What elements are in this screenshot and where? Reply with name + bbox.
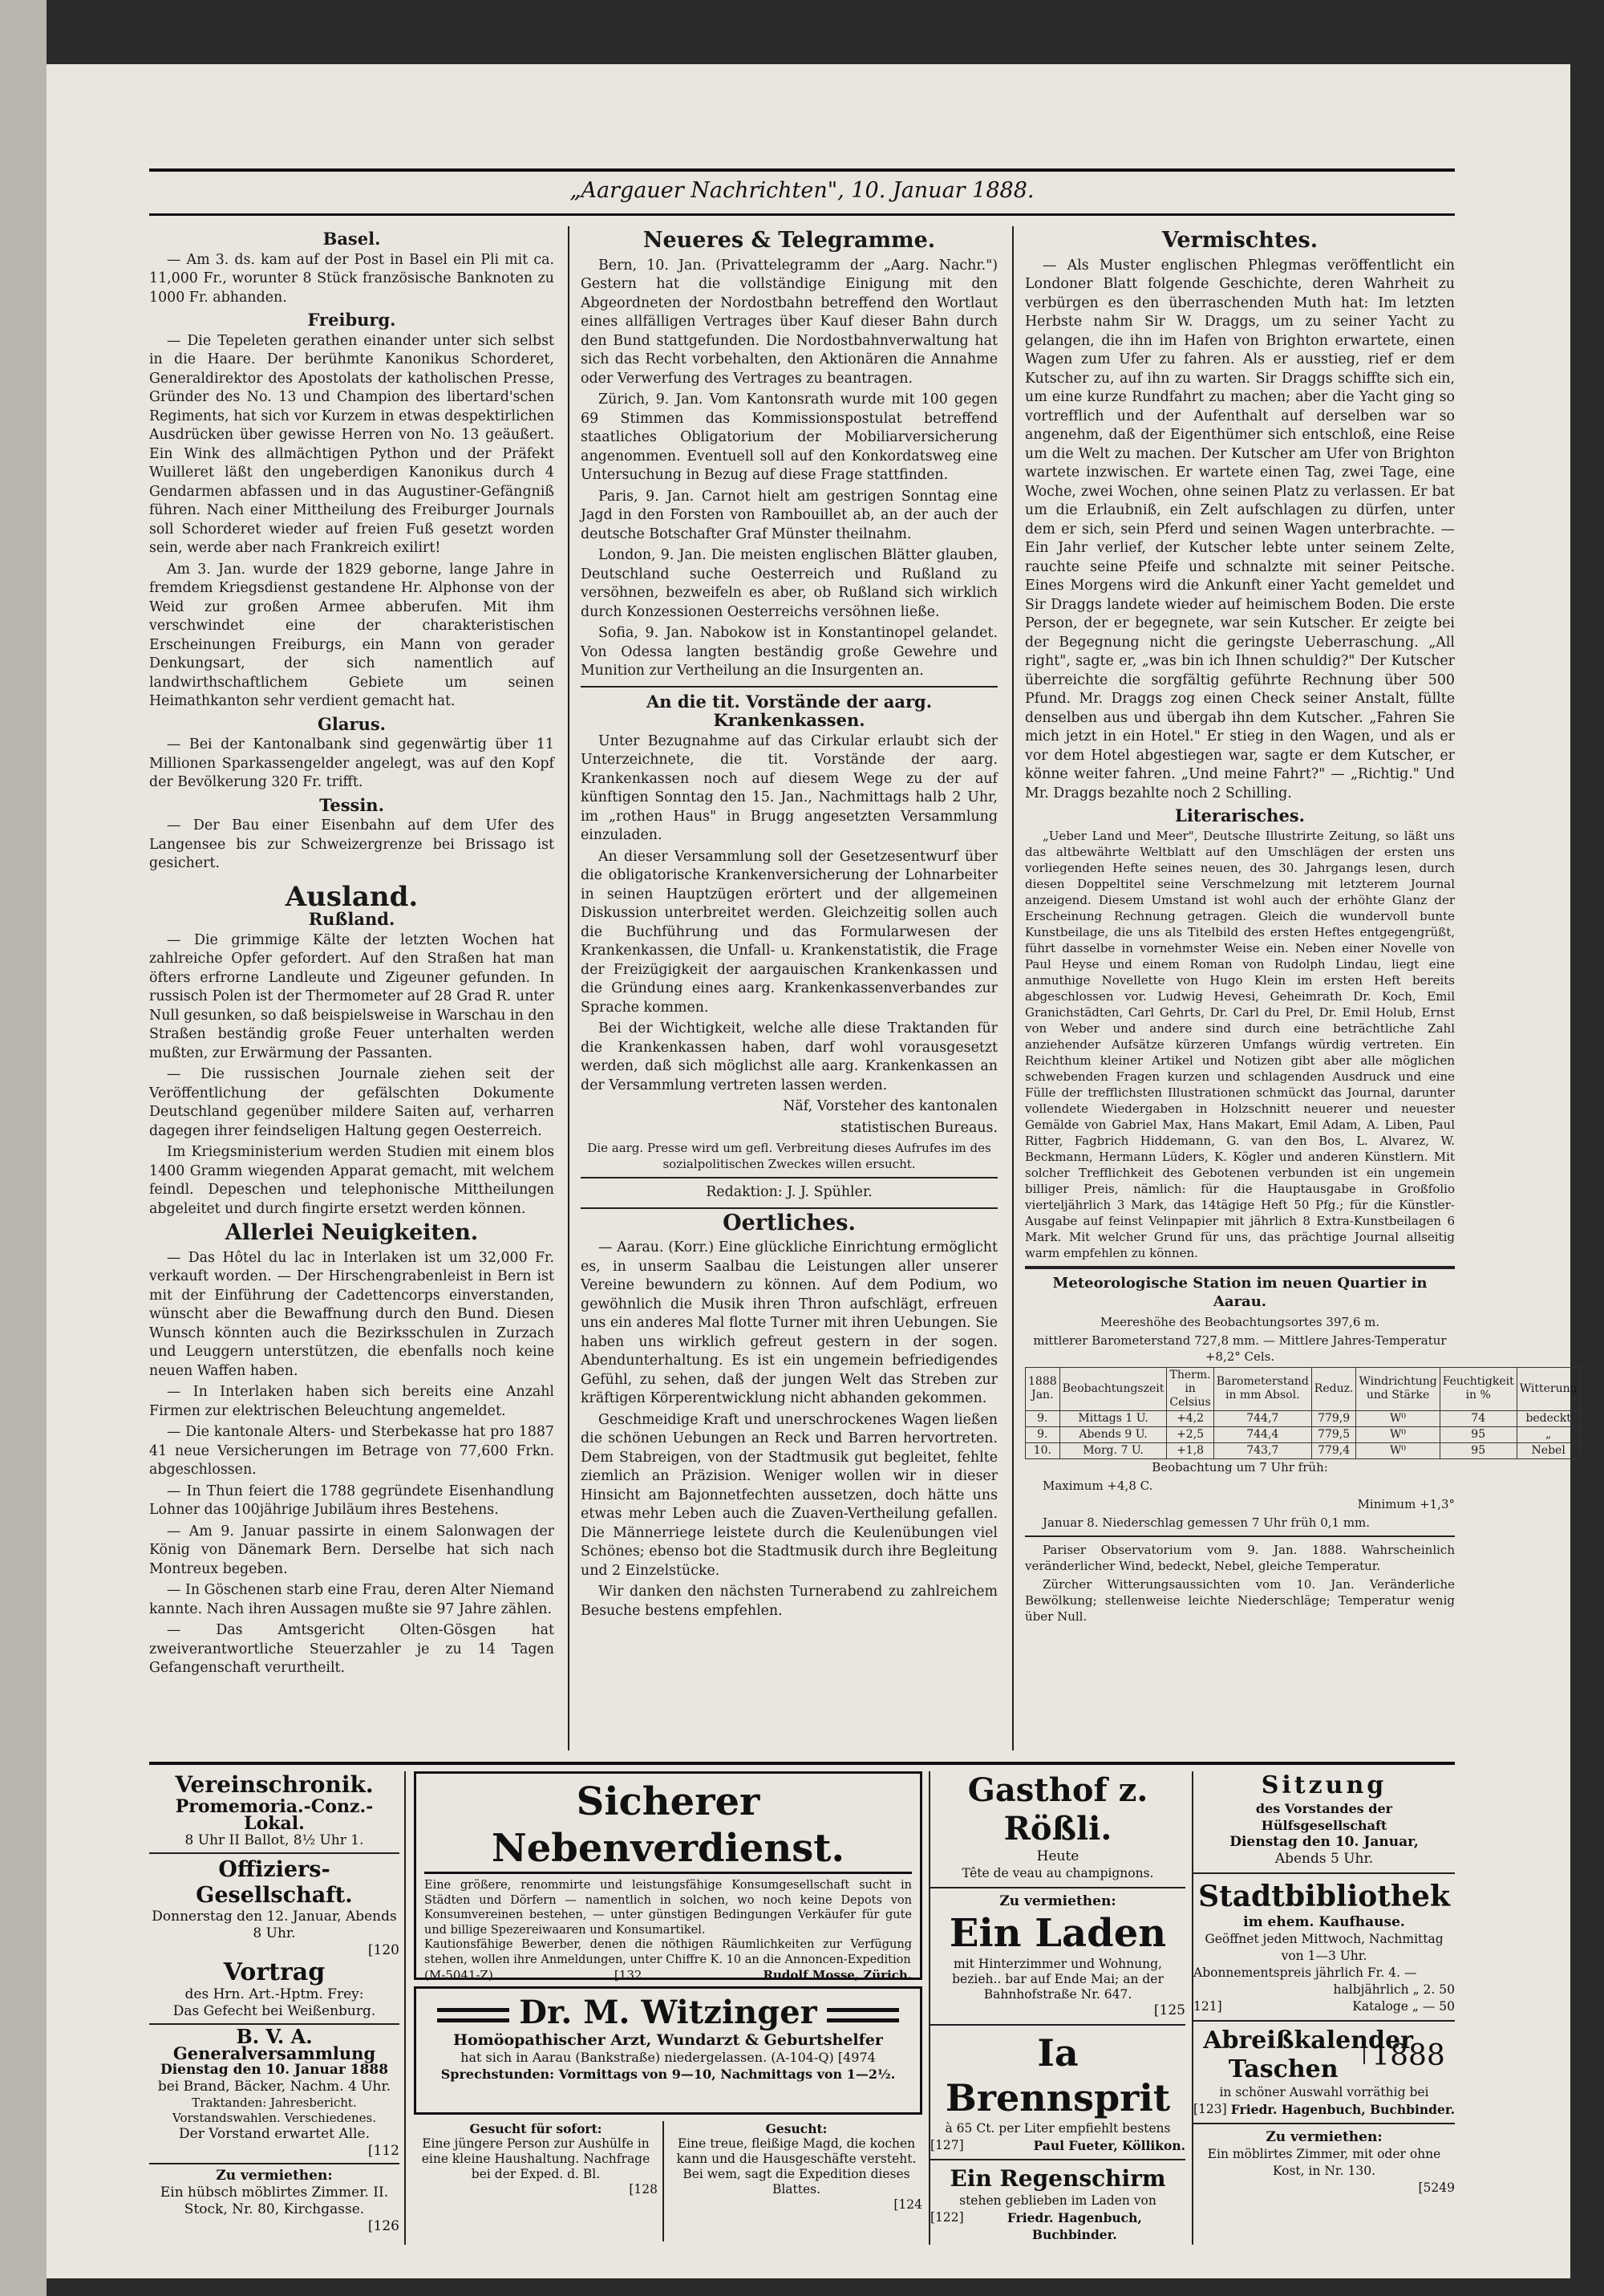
meteo-sub-1: Meereshöhe des Beobachtungsortes 397,6 m. bbox=[1100, 1314, 1380, 1329]
heading-tessin: Tessin. bbox=[319, 794, 384, 815]
column-3 bbox=[1025, 226, 1578, 1627]
ad-gesucht-1 bbox=[414, 2121, 664, 2241]
press-note: Die aarg. Presse wird um gefl. Verbreitung dieses Aufrufes im des sozialpolitischen Zweckes willen ersucht. bbox=[587, 1141, 991, 1171]
ad-vereinschronik bbox=[149, 1771, 399, 2245]
ad-regenschirm-text: stehen geblieben im Laden von bbox=[959, 2193, 1156, 2208]
ad-sicherer-code: (M-5041-Z) bbox=[424, 1968, 493, 1982]
para-russland-1: — Die grimmige Kälte der letzten Wochen hat zahlreiche Opfer gefordert. Auf den Straßen hat man öfters erfrorne Landleute und Zigeuner gefunden. In russisch Polen ist der Thermometer auf 28 Grad R. unter Null gesunken, so daß beispielsweise in Warschau in den Straßen beständig große Feuer unterhalten werden mußten, zur Erwärmung der Passanten. bbox=[149, 931, 554, 1061]
ad-bva-date2: bei Brand, Bäcker, Nachm. 4 Uhr. bbox=[157, 2079, 391, 2095]
ad-column-3 bbox=[929, 1771, 1185, 2245]
meteo-col-header: Therm. in Celsius bbox=[1167, 1367, 1213, 1410]
signature-line-2: statistischen Bureaus. bbox=[840, 1119, 998, 1136]
meteo-sub-2: mittlerer Barometerstand 727,8 mm. — Mittlere Jahres-Temperatur +8,2° Cels. bbox=[1033, 1333, 1447, 1364]
table-cell: 10. bbox=[1026, 1442, 1060, 1458]
para-glarus: — Bei der Kantonalbank sind gegenwärtig über 11 Millionen Sparkassengelder angelegt, was auf den Kopf der Bevölkerung 320 Fr. trifft. bbox=[149, 736, 554, 790]
para-neueres-sofia: Sofia, 9. Jan. Nabokow ist in Konstantinopel gelandet. Von Odessa langten beständig große Gewehre und Munition zur Vertheilung an die Insurgenten an. bbox=[581, 625, 998, 679]
divider bbox=[581, 686, 998, 688]
ad-gesucht1-heading: Gesucht für sofort: bbox=[469, 2121, 602, 2136]
ad-sicherer-text: Eine größere, renommirte und leistungsfähige Konsumgesellschaft sucht in Städten und Dörfern — namentlich in solchen, wo noch keine Depots von Konsumvereinen bestehen, — unter günstigen Bedingungen Verkäufer für gute und billige Spezereiwaaren und Konsumartikel. bbox=[424, 1879, 912, 1937]
divider bbox=[1193, 1872, 1455, 1874]
divider bbox=[149, 1852, 399, 1854]
header-title: „Aargauer Nachrichten", 10. Januar 1888. bbox=[569, 178, 1035, 203]
divider bbox=[581, 1177, 998, 1178]
para-allerlei-3: — Die kantonale Alters- und Sterbekasse hat pro 1887 41 neue Versicherungen im Betrage von 77,600 Frkn. abgeschlossen. bbox=[149, 1424, 554, 1478]
ad-witzinger-hours: Sprechstunden: Vormittags von 9—10, Nachmittags von 1—2½. bbox=[440, 2067, 896, 2082]
divider bbox=[930, 2159, 1185, 2160]
heading-freiburg: Freiburg. bbox=[307, 310, 396, 330]
heading-neueres: Neueres & Telegramme. bbox=[642, 228, 936, 253]
para-oertliches-1: — Aarau. (Korr.) Eine glückliche Einrichtung ermöglicht es, in unserm Saalbau die Leistungen aller unserer Vereine bewundern zu können. Auf dem Podium, wo gewöhnlich die Musik ihren Thron aufschlägt, erfreuen uns ein anderes Mal flotte Turner mit ihren Uebungen. Sie haben uns wirklich gefreut gestern in der sogen. Abendunterhaltung. Es ist ein ungemein befriedigendes Gefühl, zu sehen, daß der jungen Welt das Streben zur kräftigen Körperentwicklung nicht abhanden gekommen. bbox=[581, 1239, 998, 1406]
ad-zuverm1: Ein hübsch möblirtes Zimmer. II. Stock, Nr. 80, Kirchgasse. bbox=[160, 2184, 389, 2217]
table-cell: Mittags 1 U. bbox=[1059, 1410, 1167, 1426]
table-cell: 74 bbox=[1440, 1410, 1517, 1426]
meteo-col-header: Feuchtigkeit in % bbox=[1440, 1367, 1517, 1410]
column-rule-1 bbox=[568, 226, 569, 1750]
ad-abreiss-title: Abreißkalender Taschen bbox=[1203, 2026, 1413, 2083]
ad-zuverm3-heading: Zu vermiethen: bbox=[1266, 2129, 1383, 2145]
ad-abreiss-year: 1888 bbox=[1363, 2047, 1445, 2064]
table-cell: +4,2 bbox=[1167, 1410, 1213, 1426]
ad-number: [128 bbox=[629, 2182, 658, 2197]
meteo-col-header: Windrichtung und Stärke bbox=[1356, 1367, 1440, 1410]
para-allerlei-2: — In Interlaken haben sich bereits eine Anzahl Firmen zur elektrischen Beleuchtung angemeldet. bbox=[149, 1384, 554, 1419]
divider bbox=[149, 2163, 399, 2164]
ads-section bbox=[149, 1762, 1455, 2246]
meteo-rain: Januar 8. Niederschlag gemessen 7 Uhr früh 0,1 mm. bbox=[1043, 1515, 1371, 1530]
ad-gesucht-2 bbox=[670, 2121, 922, 2241]
divider bbox=[1193, 2123, 1455, 2124]
ad-laden-text: mit Hinterzimmer und Wohnung, bezieh.. bar auf Ende Mai; an der Bahnhofstraße Nr. 647. bbox=[952, 1957, 1164, 2002]
ad-number: [120 bbox=[367, 1942, 399, 1958]
ad-regenschirm-firm: Friedr. Hagenbuch, Buchbinder. bbox=[1007, 2210, 1142, 2242]
ad-zuverm3-text: Ein möblirtes Zimmer, mit oder ohne Kost, in Nr. 130. bbox=[1207, 2147, 1441, 2178]
divider bbox=[1193, 2020, 1455, 2022]
para-freiburg-1: — Die Tepeleten gerathen einander unter sich selbst in die Haare. Der berühmte Kanonikus Schorderet, Generaldirektor des Apostolats der katholischen Presse, Gründer des No. 13 und Champion des libertard'schen Regiments, hat sich vor Kurzem in etwas despektirlichen Ausdrücken über gewisse Herren von No. 13 geäußert. Ein Wink des allmächtigen Python und der Präfekt Wuilleret läßt den ungeberdigen Kanonikus durch 4 Gendarmen abfassen und in das Augustiner-Gefängniß führen. Nach einer Mittheilung des Freiburger Journals soll Schorderet wieder auf freien Fuß gesetzt worden sein, werde aber nach Frankreich exilirt! bbox=[149, 332, 554, 556]
heading-allerlei: Allerlei Neuigkeiten. bbox=[225, 1220, 479, 1245]
paris-observatory: Pariser Observatorium vom 9. Jan. 1888. Wahrscheinlich veränderlicher Wind, bedeckt, Nebel, gleiche Temperatur. bbox=[1025, 1542, 1455, 1573]
ad-gesucht2-text: Eine treue, fleißige Magd, die kochen kann und die Hausgeschäfte versteht. Bei wem, sagt die Expedition dieses Blattes. bbox=[676, 2136, 917, 2197]
ad-sicherer bbox=[414, 1771, 922, 1980]
ad-offiziers: Offiziers-Gesellschaft. bbox=[196, 1857, 353, 1908]
decor-bar bbox=[437, 2008, 509, 2022]
table-cell: +2,5 bbox=[1167, 1426, 1213, 1442]
table-cell: 744,4 bbox=[1213, 1426, 1311, 1442]
table-cell: 9. bbox=[1026, 1426, 1060, 1442]
ad-number: [123] bbox=[1193, 2102, 1227, 2116]
zuerich-forecast: Zürcher Witterungsaussichten vom 10. Jan. Veränderliche Bewölkung; stellenweise leichte Niederschläge; Temperatur wenig über Null. bbox=[1025, 1576, 1455, 1624]
ad-sitzung-date: Dienstag den 10. Januar, bbox=[1229, 1834, 1419, 1850]
table-cell: 743,7 bbox=[1213, 1442, 1311, 1458]
divider bbox=[1025, 1535, 1455, 1537]
table-cell: 779,4 bbox=[1311, 1442, 1356, 1458]
ad-number: 121] bbox=[1193, 1999, 1222, 2014]
para-basel: — Am 3. ds. kam auf der Post in Basel ein Pli mit ca. 11,000 Fr., worunter 8 Stück französische Banknoten zu 1000 Fr. abhanden. bbox=[149, 251, 554, 306]
heading-ausland: Ausland. bbox=[285, 880, 419, 913]
redaktion-line: Redaktion: J. J. Spühler. bbox=[706, 1184, 873, 1200]
table-cell: 95 bbox=[1440, 1426, 1517, 1442]
divider bbox=[930, 1887, 1185, 1888]
table-cell: 95 bbox=[1440, 1442, 1517, 1458]
para-allerlei-4: — In Thun feiert die 1788 gegründete Eisenhandlung Lohner das 100jährige Jubiläum ihres Bestehens. bbox=[149, 1483, 554, 1518]
ad-witzinger-text: hat sich in Aarau (Bankstraße) niedergelassen. (A-104-Q) [4974 bbox=[460, 2050, 876, 2065]
meteo-col-header: Witterung bbox=[1517, 1367, 1580, 1410]
ad-stadtbib-text: im ehem. Kaufhause. bbox=[1243, 1914, 1405, 1930]
table-cell: bedeckt bbox=[1517, 1410, 1580, 1426]
ad-number: [112 bbox=[367, 2143, 399, 2159]
scan-edge bbox=[0, 0, 47, 2296]
table-cell: 779,5 bbox=[1311, 1426, 1356, 1442]
para-vorstaende-3: Bei der Wichtigkeit, welche alle diese Traktanden für die Krankenkassen haben, darf wohl vorausgesetzt werden, daß sich möglichst alle aarg. Krankenkassen an der Versammlung vertreten lassen werden. bbox=[581, 1020, 998, 1093]
ad-brennsprit-firm: Paul Fueter, Köllikon. bbox=[1033, 2138, 1185, 2153]
table-row bbox=[1026, 1442, 1581, 1458]
heading-meteo: Meteorologische Station im neuen Quartier in Aarau. bbox=[1052, 1274, 1428, 1310]
column-rule-2 bbox=[1012, 226, 1014, 1750]
para-neueres-paris: Paris, 9. Jan. Carnot hielt am gestrigen Sonntag eine Jagd in den Forsten von Rambouillet ab, an der auch der deutsche Botschafter Graf Münster theilnahm. bbox=[581, 488, 998, 542]
ad-column-4 bbox=[1192, 1771, 1455, 2245]
para-neueres-zuerich: Zürich, 9. Jan. Vom Kantonsrath wurde mit 100 gegen 69 Stimmen das Kommissionspostulat betreffend staatliches Obligatorium der Mobiliarversicherung angenommen. Eventuell soll auf den Konkordatsweg eine Untersuchung in Bezug auf diese Frage stattfinden. bbox=[581, 391, 998, 483]
ad-number: [125 bbox=[1153, 2002, 1185, 2018]
table-cell: 9. bbox=[1026, 1410, 1060, 1426]
ad-sitzung-time: Abends 5 Uhr. bbox=[1274, 1851, 1374, 1867]
para-allerlei-5: — Am 9. Januar passirte in einem Salonwagen der König von Dänemark Bern. Derselbe hat sich nach Montreux begeben. bbox=[149, 1523, 554, 1577]
ad-number: [127] bbox=[930, 2138, 964, 2152]
table-cell: Nebel bbox=[1517, 1442, 1580, 1458]
ad-gasthof-sub2: Tête de veau au champignons. bbox=[962, 1866, 1154, 1880]
page-header bbox=[149, 168, 1455, 216]
ad-gesucht2-heading: Gesucht: bbox=[765, 2121, 828, 2136]
meteo-col-header: Barometerstand in mm Absol. bbox=[1213, 1367, 1311, 1410]
meteo-max: Maximum +4,8 C. bbox=[1043, 1478, 1153, 1493]
ad-zuverm1-heading: Zu vermiethen: bbox=[216, 2168, 333, 2184]
para-russland-2: — Die russischen Journale ziehen seit der Veröffentlichung der gefälschten Dokumente Deutschland gegenüber mildere Saiten auf, verharren dagegen ihrer feindseligen Haltung gegen Oesterreich. bbox=[149, 1066, 554, 1139]
ad-gesucht1-text: Eine jüngere Person zur Aushülfe in eine kleine Haushaltung. Nachfrage bei der Exped. d. Bl. bbox=[421, 2136, 650, 2181]
ad-number: [124 bbox=[893, 2197, 922, 2212]
ad-stadtbib-title: Stadtbibliothek bbox=[1198, 1880, 1450, 1913]
table-cell: W⁰ bbox=[1356, 1410, 1440, 1426]
ad-stadtbib-price2: halbjährlich „ 2. 50 bbox=[1333, 1982, 1455, 1997]
ad-bva-foot: Der Vorstand erwartet Alle. bbox=[179, 2126, 370, 2142]
ad-bva: B. V. A. bbox=[236, 2025, 313, 2048]
table-cell: +1,8 bbox=[1167, 1442, 1213, 1458]
table-cell: Abends 9 U. bbox=[1059, 1426, 1167, 1442]
ad-abreiss-firm: Friedr. Hagenbuch, Buchbinder. bbox=[1230, 2102, 1455, 2117]
para-freiburg-2: Am 3. Jan. wurde der 1829 geborne, lange Jahre in fremdem Kriegsdienst gestandene Hr. Alphonse von der Weid zur großen Armee abberufen. Mit ihm verschwindet eine der charakteristischen Erscheinungen Freiburgs, ein Mann von gerader Denkungsart, der sich namentlich auf landwirthschaftlichem Gebiete um seinen Heimathkanton sehr verdient gemacht hat. bbox=[149, 561, 554, 709]
para-neueres-london: London, 9. Jan. Die meisten englischen Blätter glauben, Deutschland suche Oesterreich und Rußland zu versöhnen, bezweifeln es aber, ob Rußland sich wirklich durch Konzessionen Oesterreichs versöhnen ließe. bbox=[581, 547, 998, 620]
divider bbox=[1025, 1266, 1455, 1269]
ad-witzinger-title: Dr. M. Witzinger bbox=[519, 1994, 817, 2031]
ad-vortrag-sub2: Das Gefecht bei Weißenburg. bbox=[172, 2003, 376, 2019]
ad-number: [122] bbox=[930, 2210, 964, 2225]
ad-gasthof-sub: Heute bbox=[1036, 1848, 1079, 1864]
ad-witzinger bbox=[414, 1986, 922, 2115]
meteo-header-row bbox=[1026, 1367, 1581, 1410]
ad-sitzung-title: Sitzung bbox=[1261, 1771, 1387, 1799]
signature-line-1: Näf, Vorsteher des kantonalen bbox=[783, 1098, 998, 1114]
ad-regenschirm-title: Ein Regenschirm bbox=[950, 2165, 1166, 2192]
table-row bbox=[1026, 1426, 1581, 1442]
para-allerlei-1: — Das Hôtel du lac in Interlaken ist um 32,000 Fr. verkauft worden. — Der Hirschengrabenleist in Bern ist mit der Einführung der Cadettencorps einverstanden, wünscht aber die Bewaffnung durch den Bund. Diesen Wunsch könnten auch die Bezirksschulen in Zurzach und Leuggern unterstützen, die ebenfalls noch keine neuen Waffen haben. bbox=[149, 1249, 554, 1379]
ad-stadtbib-price1: Abonnementspreis jährlich Fr. 4. — bbox=[1193, 1965, 1417, 1980]
ad-zuverm2-heading: Zu vermiethen: bbox=[999, 1893, 1116, 1909]
ad-vortrag: Vortrag bbox=[223, 1958, 326, 1986]
ad-promemoria: Promemoria.-Conz.-Lokal. bbox=[175, 1796, 374, 1834]
table-row bbox=[1026, 1410, 1581, 1426]
divider bbox=[581, 1207, 998, 1209]
decor-bar bbox=[827, 2008, 899, 2022]
ad-promemoria-sub: 8 Uhr II Ballot, 8½ Uhr 1. bbox=[184, 1832, 364, 1848]
ad-sicherer-text-2: Kautionsfähige Bewerber, denen die nöthigen Räumlichkeiten zur Verfügung stehen, wollen ihre Anmeldungen, unter Chiffre K. 10 an die Annoncen-Expedition bbox=[424, 1938, 912, 1966]
ad-brennsprit-text: à 65 Ct. per Liter empfiehlt bestens bbox=[945, 2121, 1171, 2136]
para-allerlei-7: — Das Amtsgericht Olten-Gösgen hat zweiverantwortliche Steuerzahler je zu 14 Tagen Gefangenschaft verurtheilt. bbox=[149, 1622, 554, 1676]
para-tessin: — Der Bau einer Eisenbahn auf dem Ufer des Langensee bis zur Schweizergrenze bei Brissago ist gesichert. bbox=[149, 817, 554, 871]
ad-vortrag-sub: des Hrn. Art.-Hptm. Frey: bbox=[184, 1986, 364, 2002]
table-cell: 779,9 bbox=[1311, 1410, 1356, 1426]
para-literarisches: „Ueber Land und Meer", Deutsche Illustrirte Zeitung, so läßt uns das altbewährte Weltblatt auf den Umschlägen der ersten uns vorliegenden Hefte seines neuen, des 30. Jahrgangs lesen, durch diesen Doppeltitel seine Verschmelzung mit letzterem Journal anzeigend. Diesem Umstand ist wohl auch der erhöhte Glanz der Erscheinung Rechnung getragen. Gleich die wundervoll bunte Kunstbeilage, die uns als Titelbild des ersten Heftes entgegengrüßt, führt dasselbe in vornehmster Weise ein. Neben einer Novelle von Paul Heyse und einem Roman von Rudolph Lindau, liegt eine anmuthige Novellette von Hugo Klein im ersten Heft bereits abgeschlossen vor. Ludwig Hevesi, Geheimrath Dr. Koch, Emil Granichstädten, Carl Gehrts, Dr. Carl du Prel, Dr. Emil Holub, Ernst von Weber und andere sind durch eine beträchtliche Zahl anziehender Aufsätze kürzeren Umfangs würdig vertreten. Ein Reichthum kleiner Artikel und Notizen gibt aber alle möglichen schwebenden Fragen kurzen und schlagenden Ausdruck und eine Fülle der trefflichsten Illustrationen schmückt das Journal, darunter vollendete Wiedergaben in Holzschnitt neuerer und neuester Gemälde von Gabriel Max, Hans Makart, Emil Adam, A. Liben, Paul Ritter, Fagbrich Hiddemann, G. van den Bos, L. Alvarez, W. Beckmann, Hermann Lüders, K. Kögler und anderen Künstlern. Mit solcher Trefflichkeit des Gebotenen verbunden ist ein ungemein billiger Preis, nämlich: für die Hauptausgabe in Großfolio vierteljährlich 3 Mark, das 14tägige Heft 50 Pfg.; für die Künstler-Ausgabe auf feinst Velinpapier mit jährlich 8 Extra-Kunstbeilagen 6 Mark. Mit welcher Grund für uns, das prächtige Journal allseitig warm empfehlen zu können. bbox=[1025, 828, 1455, 1260]
ad-number: [126 bbox=[367, 2218, 399, 2234]
para-russland-3: Im Kriegsministerium werden Studien mit einem blos 1400 Gramm wiegenden Apparat gemacht, mit welchem feindl. Depeschen und telephonische Mittheilungen abgeleitet und durch fingirte ersetzt werden können. bbox=[149, 1144, 554, 1217]
ad-brennsprit-title: Ia Brennsprit bbox=[945, 2031, 1171, 2120]
ad-sicherer-title: Sicherer Nebenverdienst. bbox=[424, 1779, 912, 1874]
table-cell: 744,7 bbox=[1213, 1410, 1311, 1426]
heading-oertliches: Oertliches. bbox=[723, 1210, 856, 1235]
para-vermischtes: — Als Muster englischen Phlegmas veröffentlicht ein Londoner Blatt folgende Geschichte, deren Wahrheit zu verbürgen es den überraschenden Muth hat: Im letzten Herbste nahm Sir W. Draggs, um zu seiner Yacht zu gelangen, die ihn im Hafen von Brighton erwartete, einen Wagen zum Ufer zu fahren. Als er ausstieg, rief er dem Kutscher zu, auf ihn zu warten. Sir Draggs schiffte sich ein, um eine kurze Rundfahrt zu machen; aber die Yacht ging so vortrefflich und der Aufenthalt auf derselben war so angenehm, daß der Eigenthümer sich entschloß, eine Reise um die Welt zu machen. Der Kutscher am Ufer von Brighton wartete inzwischen. Er wartete einen Tag, zwei Tage, eine Woche, zwei Wochen, ohne seinen Platz zu verlassen. Er bat um die Erlaubniß, ein Zelt aufschlagen zu dürfen, unter dem er sich, sein Pferd und seinen Wagen unterbrachte. — Ein Jahr verlief, der Kutscher lebte unter seinem Zelte, rauchte seine Pfeife und schnalzte mit seiner Peitsche. Eines Morgens wird die Ankunft einer Yacht gemeldet und Sir Draggs landete wieder auf heimischem Boden. Die erste Person, der er begegnete, war sein Kutscher. Er zeigte bei der Begegnung nicht die geringste Ueberraschung. „All right", sagte er, „was bin ich Ihnen schuldig?" Der Kutscher überreichte die sorgfältig geführte Rechnung über 500 Pfund. Mr. Draggs zog einen Check seiner Anstalt, füllte denselben aus und übergab ihn dem Kutscher. „Fahren Sie mich jetzt in ein Hotel." Er stieg in den Wagen, und als er vor dem Hotel abgestiegen war, sagte er dem Kutscher, er könne weiter fahren. „Und meine Fahrt?" — „Richtig." Und Mr. Draggs bezahlte noch 2 Schilling. bbox=[1025, 257, 1455, 801]
ad-abreiss-text: in schöner Auswahl vorräthig bei bbox=[1219, 2085, 1429, 2099]
meteo-table bbox=[1025, 1367, 1581, 1459]
heading-basel: Basel. bbox=[322, 229, 381, 249]
meteo-min: Minimum +1,3° bbox=[1357, 1496, 1455, 1511]
para-neueres-bern: Bern, 10. Jan. (Privattelegramm der „Aarg. Nachr.") Gestern hat die vollständige Einigung mit den Abgeordneten der Nordostbahn betreffend den Wortlaut eines allfälligen Vertrages über Kauf dieser Bahn durch den Bund stattgefunden. Die Nordostbahnverwaltung hat sich das Recht vorbehalten, den Aktionären die Annahme oder Verwerfung des Vertrages zu beantragen. bbox=[581, 257, 998, 387]
para-vorstaende-1: Unter Bezugnahme auf das Cirkular erlaubt sich der Unterzeichnete, die tit. Vorstände der aarg. Krankenkassen noch auf diesem Wege zu der auf künftigen Sonntag den 15. Jan., Nachmittags halb 2 Uhr, im „rothen Haus" in Brugg angesetzten Versammlung einzuladen. bbox=[581, 732, 998, 843]
para-allerlei-6: — In Göschenen starb eine Frau, deren Alter Niemand kannte. Nach ihren Aussagen mußte sie 97 Jahre zählen. bbox=[149, 1582, 554, 1617]
ad-offiziers-sub: Donnerstag den 12. Januar, Abends 8 Uhr. bbox=[152, 1909, 397, 1941]
meteo-foot: Beobachtung um 7 Uhr früh: bbox=[1152, 1459, 1328, 1475]
table-cell: Morg. 7 U. bbox=[1059, 1442, 1167, 1458]
table-cell: „ bbox=[1517, 1426, 1580, 1442]
ad-bva-date: Dienstag den 10. Januar 1888 bbox=[160, 2062, 389, 2078]
ad-witzinger-sub: Homöopathischer Arzt, Wundarzt & Geburtshelfer bbox=[453, 2031, 883, 2049]
column-2 bbox=[581, 226, 998, 1623]
heading-russland: Rußland. bbox=[308, 909, 395, 929]
heading-vorstaende: An die tit. Vorstände der aarg. Krankenkassen. bbox=[646, 691, 933, 730]
table-cell: W⁰ bbox=[1356, 1442, 1440, 1458]
para-vorstaende-2: An dieser Versammlung soll der Gesetzesentwurf über die obligatorische Krankenversicherung der Lohnarbeiter in seinen Hauptzügen erörtert und der allgemeinen Diskussion unterbreitet werden. Gleichzeitig sollen auch die Buchführung und das Formularwesen der Krankenkassen, die Unfall- u. Krankenstatistik, die Frage der Freizügigkeit der aargauischen Krankenkassen und die Gründung eines aarg. Krankenkassenverbandes zur Sprache kommen. bbox=[581, 848, 998, 1016]
ad-gasthof-title: Gasthof z. Rößli. bbox=[967, 1771, 1148, 1848]
ad-vereinschronik-title: Vereinschronik. bbox=[175, 1771, 374, 1798]
heading-literarisches: Literarisches. bbox=[1175, 805, 1305, 826]
ad-sitzung-text: des Vorstandes der Hülfsgesellschaft bbox=[1255, 1801, 1393, 1833]
para-oertliches-2: Geschmeidige Kraft und unerschrockenes Wagen ließen die schönen Uebungen an Reck und Barren hervortreten. Dem Stabreigen, von der Stadtmusik gut begleitet, fehlte ziemlich an Präzision. Weniger wollen wir in dieser Hinsicht am Bajonnetfechten aussetzen, doch hätte uns etwas mehr Leben auch die Zuaven-Vertheilung gefallen. Die Männerriege leistete durch die Keulenübungen viel Schönes; ebenso bot die Stadtmusik durch ihre Begleitung und 2 Einzelstücke. bbox=[581, 1411, 998, 1579]
ad-number: [5249 bbox=[1418, 2180, 1455, 2195]
para-oertliches-3: Wir danken den nächsten Turnerabend zu zahlreichem Besuche bestens empfehlen. bbox=[581, 1584, 998, 1619]
meteo-col-header: Reduz. bbox=[1311, 1367, 1356, 1410]
heading-vermischtes: Vermischtes. bbox=[1161, 228, 1318, 253]
divider bbox=[930, 2024, 1185, 2026]
ad-bva-traktanden: Traktanden: Jahresbericht. Vorstandswahlen. Verschiedenes. bbox=[172, 2095, 377, 2125]
ad-stadtbib-text2: Geöffnet jeden Mittwoch, Nachmittag von 1—3 Uhr. bbox=[1205, 1932, 1444, 1963]
column-1 bbox=[149, 226, 554, 1681]
ad-sicherer-firm: Rudolf Mosse, Zürich. bbox=[763, 1968, 912, 1982]
ad-number: [132 bbox=[614, 1968, 642, 1982]
table-cell: W⁰ bbox=[1356, 1426, 1440, 1442]
ad-bva-title: Generalversammlung bbox=[172, 2043, 376, 2063]
heading-glarus: Glarus. bbox=[318, 713, 386, 734]
ad-stadtbib-price3: Kataloge „ — 50 bbox=[1352, 1999, 1455, 2014]
meteo-col-header: 1888 Jan. bbox=[1026, 1367, 1060, 1410]
ad-laden-title: Ein Laden bbox=[949, 1911, 1167, 1956]
meteo-col-header: Beobachtungszeit bbox=[1059, 1367, 1167, 1410]
